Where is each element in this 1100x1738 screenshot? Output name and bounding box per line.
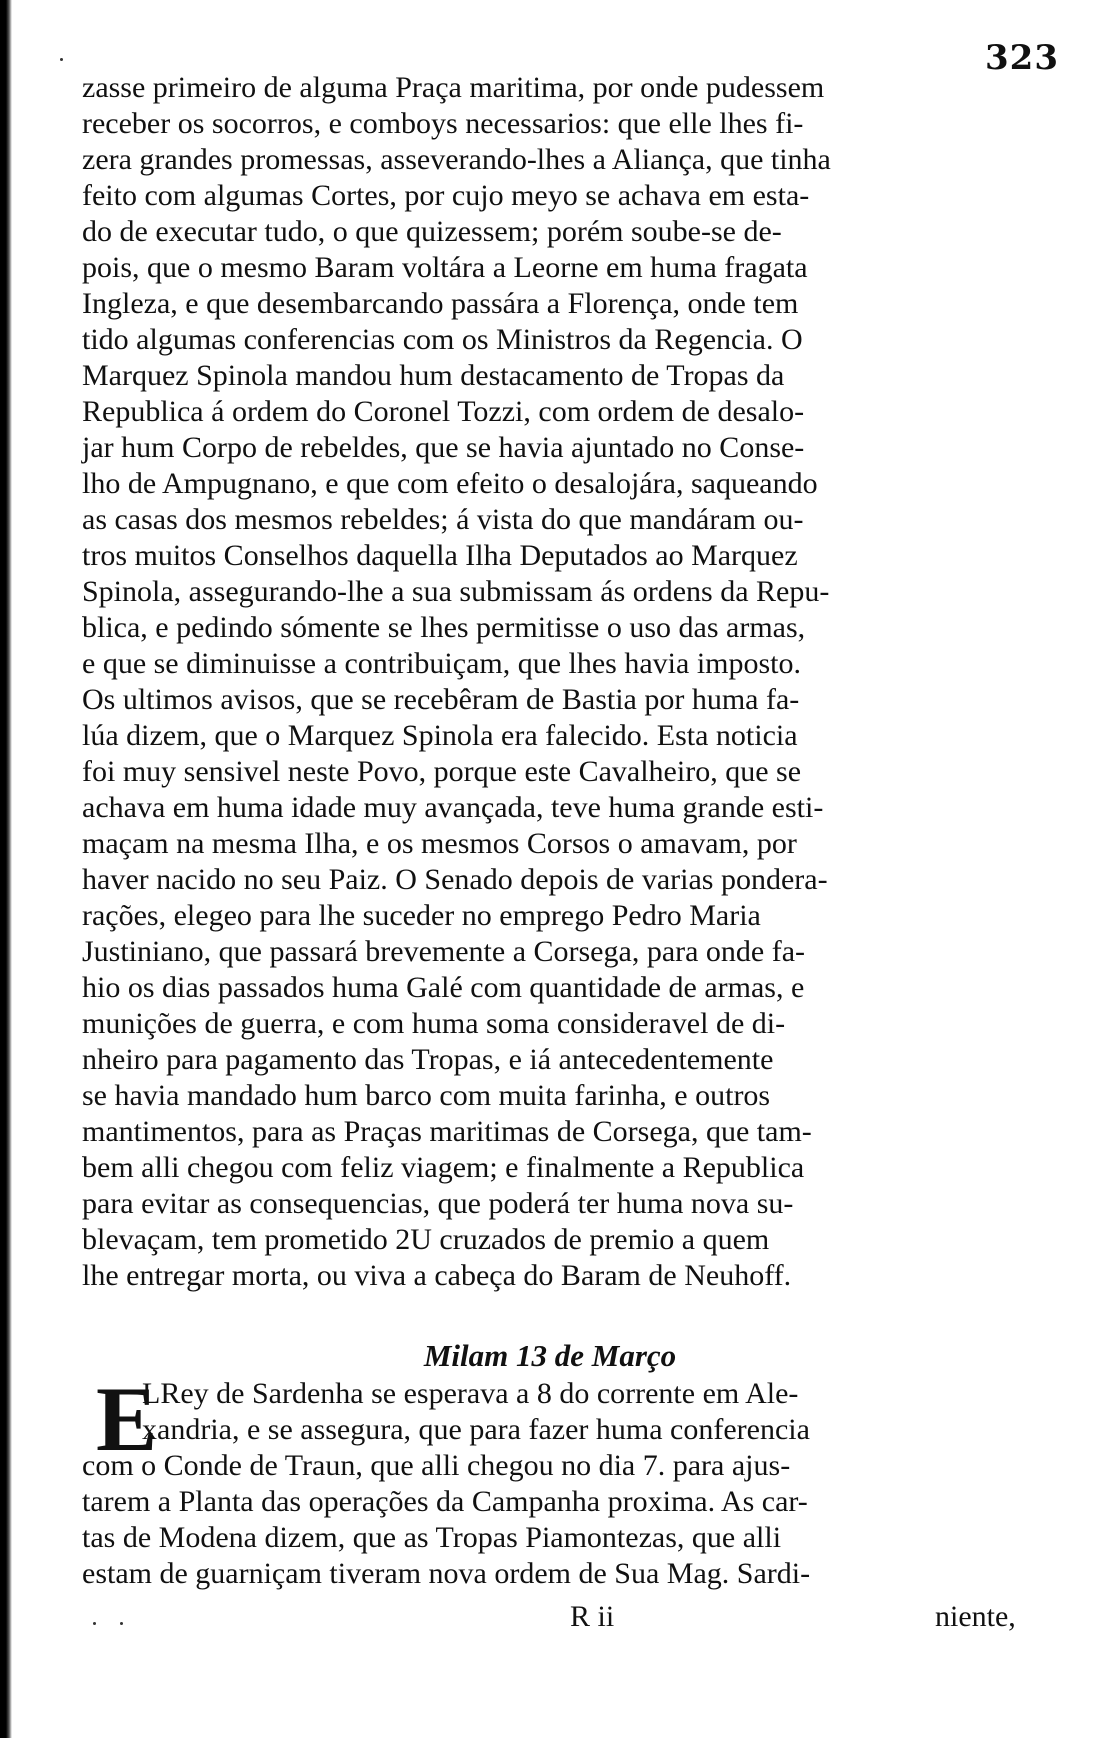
text-line: Republica á ordem do Coronel Tozzi, com ordem de desalo-	[82, 395, 805, 428]
dateline-heading: Milam 13 de Março	[423, 1338, 677, 1373]
text-line: Spinola, assegurando-lhe a sua submissam ás ordens da Repu-	[82, 575, 830, 608]
page-number: 323	[985, 38, 1059, 78]
speck	[93, 1622, 96, 1625]
text-line: tarem a Planta das operações da Campanha proxima. As car-	[82, 1485, 808, 1518]
main-paragraph	[82, 70, 1042, 1294]
text-line: as casas dos mesmos rebeldes; á vista do que mandáram ou-	[82, 503, 804, 536]
text-line: receber os socorros, e comboys necessarios: que elle lhes fi-	[82, 107, 804, 140]
text-line: maçam na mesma Ilha, e os mesmos Corsos o amavam, por	[82, 827, 797, 860]
text-line: zera grandes promessas, asseverando-lhes a Aliança, que tinha	[82, 143, 831, 176]
text-line: achava em huma idade muy avançada, teve huma grande esti-	[82, 791, 824, 824]
text-line: blica, e pedindo sómente se lhes permitisse o uso das armas,	[82, 611, 806, 644]
text-line: tas de Modena dizem, que as Tropas Piamontezas, que alli	[82, 1521, 782, 1554]
text-line: blevaçam, tem prometido 2U cruzados de premio a quem	[82, 1223, 770, 1256]
text-line: lho de Ampugnano, e que com efeito o desalojára, saqueando	[82, 467, 818, 500]
drop-cap: E	[96, 1368, 158, 1470]
text-line: feito com algumas Cortes, por cujo meyo se achava em esta-	[82, 179, 810, 212]
text-line: tido algumas conferencias com os Ministros da Regencia. O	[82, 323, 803, 356]
text-line: para evitar as consequencias, que poderá ter huma nova su-	[82, 1187, 794, 1220]
text-line: Os ultimos avisos, que se recebêram de Bastia por huma fa-	[82, 683, 800, 716]
text-line: mantimentos, para as Praças maritimas de Corsega, que tam-	[82, 1115, 812, 1148]
text-line: tros muitos Conselhos daquella Ilha Deputados ao Marquez	[82, 539, 798, 572]
text-line: nheiro para pagamento das Tropas, e iá antecedentemente	[82, 1043, 774, 1076]
text-line: bem alli chegou com feliz viagem; e finalmente a Republica	[82, 1151, 805, 1184]
text-line: e que se diminuisse a contribuiçam, que lhes havia imposto.	[82, 647, 802, 680]
page-binding-edge	[0, 0, 12, 1738]
signature-mark: R ii	[570, 1600, 615, 1633]
text-line: lhe entregar morta, ou viva a cabeça do Baram de Neuhoff.	[82, 1259, 792, 1292]
text-line: Marquez Spinola mandou hum destacamento de Tropas da	[82, 359, 785, 392]
text-line: zasse primeiro de alguma Praça maritima, por onde pudessem	[82, 71, 825, 104]
second-paragraph	[82, 1368, 1042, 1592]
text-line: munições de guerra, e com huma soma consideravel de di-	[82, 1007, 786, 1040]
text-line: lúa dizem, que o Marquez Spinola era falecido. Esta noticia	[82, 719, 798, 752]
text-line: do de executar tudo, o que quizessem; porém soube-se de-	[82, 215, 782, 248]
text-line: foi muy sensivel neste Povo, porque este Cavalheiro, que se	[82, 755, 802, 788]
speck	[60, 58, 63, 61]
catchword: niente,	[935, 1600, 1016, 1633]
text-line: se havia mandado hum barco com muita farinha, e outros	[82, 1079, 771, 1112]
text-line: com o Conde de Traun, que alli chegou no dia 7. para ajus-	[82, 1449, 791, 1482]
text-line: haver nacido no seu Paiz. O Senado depois de varias pondera-	[82, 863, 828, 896]
text-line: xandria, e se assegura, que para fazer huma conferencia	[142, 1413, 810, 1446]
text-line: rações, elegeo para lhe suceder no emprego Pedro Maria	[82, 899, 761, 932]
text-line: LRey de Sardenha se esperava a 8 do corrente em Ale-	[142, 1377, 799, 1410]
text-line: Ingleza, e que desembarcando passára a Florença, onde tem	[82, 287, 799, 320]
text-line: hio os dias passados huma Galé com quantidade de armas, e	[82, 971, 805, 1004]
speck	[120, 1622, 123, 1625]
text-line: jar hum Corpo de rebeldes, que se havia ajuntado no Conse-	[82, 431, 805, 464]
text-line: pois, que o mesmo Baram voltára a Leorne em huma fragata	[82, 251, 808, 284]
text-line: estam de guarniçam tiveram nova ordem de Sua Mag. Sardi-	[82, 1557, 811, 1590]
text-line: Justiniano, que passará brevemente a Corsega, para onde fa-	[82, 935, 806, 968]
